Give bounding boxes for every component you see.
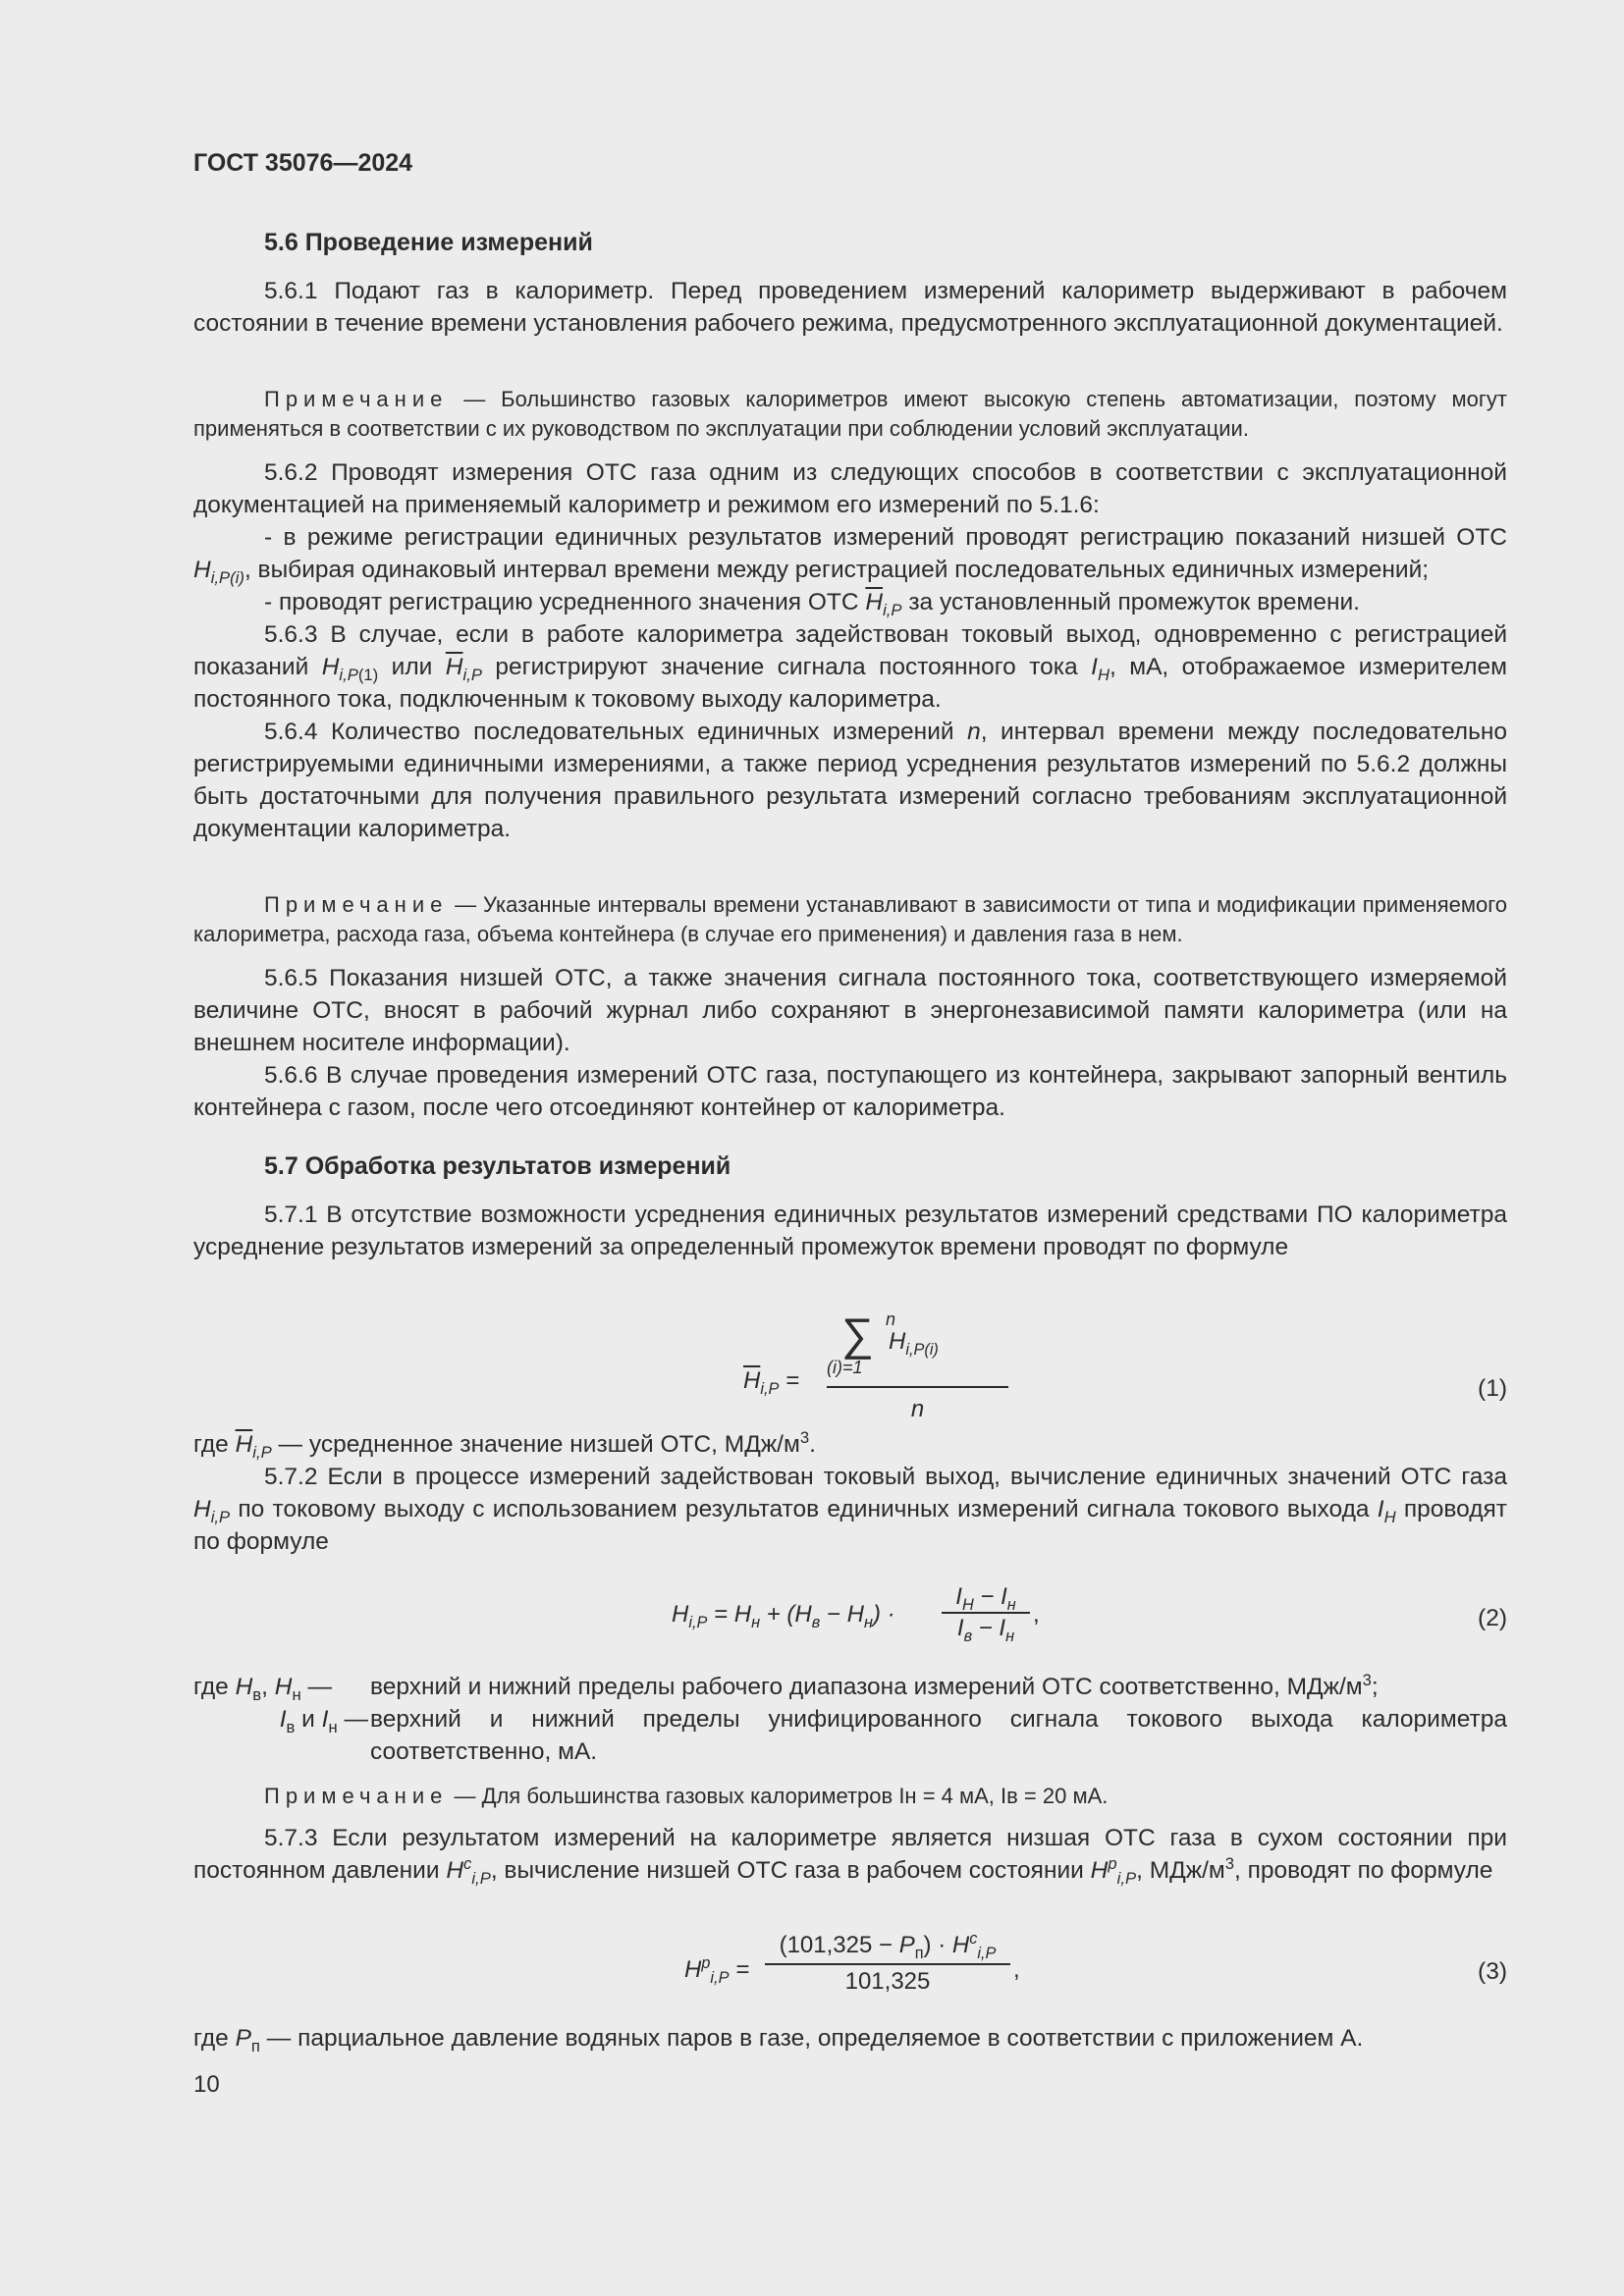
para-5-6-1-text: 5.6.1 Подают газ в калориметр. Перед проведением измерений калориметр выдерживают в рабочем состоянии в течение времени установления рабочего режима, предусмотренного эксплуатационной документацией. — [193, 278, 1507, 337]
equation-3-body: $H^p_{i,P}$ = — [684, 1954, 750, 1987]
note-2-text: — Указанные интервалы времени устанавливают в зависимости от типа и модификации применяемого калориметра, расхода газа, объема контейнера (в случае его применения) и давления газа в нем. — [193, 892, 1507, 946]
para-5-6-3-c: , мА, отображаемое измерителем постоянного тока, подключенным к токовому выходу калориметра. — [193, 654, 1508, 713]
note-1-text: — Большинство газовых калориметров имеют высокую степень автоматизации, поэтому могут применяться в соответствии с их руководством по эксплуатации при соблюдении условий эксплуатации. — [193, 387, 1507, 441]
note-3-text: — Для большинства газовых калориметров Iн = 4 мА, Iв = 20 мА. — [448, 1784, 1109, 1808]
para-5-6-2 — [193, 456, 1507, 845]
bullet-2-b: за установленный промежуток времени. — [901, 589, 1360, 615]
para-5-6-3-b: регистрируют значение сигнала постоянного тока — [481, 654, 1092, 680]
section-5-7-title: 5.7 Обработка результатов измерений — [264, 1152, 731, 1180]
where-4-text: — парциальное давление водяных паров в газе, определяемое в соответствии с приложением А. — [266, 2025, 1364, 2052]
para-5-7-3: 5.7.3 Если результатом измерений на калориметре является низшая ОТС газа в сухом состоянии при постоянном давлении $H^c_{i,P}$, вычисление низшей ОТС газа в рабочем состоянии $H^p_{i,P}$, МДж/$м^3$, проводят по формуле — [193, 1825, 1507, 1888]
note-1-label: Примечание — [264, 387, 449, 411]
para-5-7-2-b: по токовому выходу с использованием результатов единичных измерений сигнала токового выхода — [230, 1496, 1378, 1522]
para-5-6-6-text: 5.6.6 В случае проведения измерений ОТС газа, поступающего из контейнера, закрывают запорный вентиль контейнера с газом, после чего отсоединяют контейнер от калориметра. — [193, 1062, 1507, 1121]
para-5-7-2-c: проводят по формуле — [193, 1496, 1507, 1555]
para-5-7-3-d: , проводят по формуле — [1234, 1857, 1493, 1884]
equation-2-number: (2) — [1478, 1605, 1507, 1631]
section-5-6 — [193, 227, 1507, 259]
para-5-7-2: 5.7.2 Если в процессе измерений задействован токовый выход, вычисление единичных значений ОТС газа $H_{i,P}$ по токовому выходу с использованием результатов единичных измерений сигнала токового выхода $I_H$ проводят по формуле — [193, 1464, 1507, 1555]
note-3-label: Примечание — [264, 1784, 449, 1808]
where-4: где $P_п$ — парциальное давление водяных паров в газе, определяемое в соответствии с приложением А. — [193, 2025, 1364, 2056]
para-5-7-1-text: 5.7.1 В отсутствие возможности усреднения единичных результатов измерений средствами ПО калориметра усреднение результатов измерений за определенный промежуток времени проводят по формуле — [193, 1201, 1507, 1260]
bullet-1-a: - в режиме регистрации единичных результатов измерений проводят регистрацию показаний низшей ОТС — [264, 524, 1507, 551]
equation-1 — [193, 1298, 1507, 1425]
para-5-7-3-b: , вычисление низшей ОТС газа в рабочем состоянии — [490, 1857, 1091, 1884]
equation-2-body: $H_{i,P} = H_н + (H_в - H_н)$ · — [672, 1601, 895, 1631]
where-2-text: верхний и нижний пределы рабочего диапазона измерений ОТС соответственно, МДж/м — [370, 1674, 1363, 1700]
para-5-7-3-c: , МДж/м — [1136, 1857, 1225, 1884]
para-5-7-1 — [193, 1199, 1507, 1263]
para-5-6-5-text: 5.6.5 Показания низшей ОТС, а также значения сигнала постоянного тока, соответствующего измеряемой величине ОТС, вносят в рабочий журнал либо сохраняют в энергонезависимой памяти калориметра (или на внешнем носителе информации). — [193, 965, 1507, 1056]
where-2: где $H_в$, $H_н$ — верхний и нижний пределы рабочего диапазона измерений ОТС соответственно, МДж/$м^3$; $I_в$ и $I_н$ — верхний и нижний пределы унифицированного сигнала токового выхода калориметра соответственно, мА. — [193, 1671, 1507, 1768]
para-5-6-4-b: , интервал времени между последовательно регистрируемыми единичными измерениями, а также период усреднения результатов измерений по 5.6.2 должны быть достаточными для получения правильного результата измерений согласно требованиям эксплуатационной документации калориметра. — [193, 719, 1507, 842]
section-5-6-title: 5.6 Проведение измерений — [264, 229, 593, 256]
note-1 — [193, 385, 1507, 444]
para-5-6-3: 5.6.3 В случае, если в работе калориметра задействован токовый выход, одновременно с регистрацией показаний $H_{i,P(1)}$ или $\overline{H}_{i,P}$ регистрируют значение сигнала постоянного тока $I_H$, мА, отображаемое измерителем постоянного тока, подключенным к токовому выходу калориметра. — [193, 621, 1508, 713]
para-5-6-2-text: 5.6.2 Проводят измерения ОТС газа одним из следующих способов в соответствии с эксплуатационной документацией на применяемый калориметр и режимом его измерений по 5.1.6: — [193, 459, 1507, 518]
bullet-1-b: , выбирая одинаковый интервал времени между регистрацией последовательных единичных измерений; — [244, 557, 1430, 583]
note-2-label: Примечание — [264, 892, 449, 917]
equation-1-body: $\overline{H}_{i,P}$ = n ∑ $H_{i,P(i)}$ (i)=1 n — [743, 1298, 1156, 1425]
equation-3-number: (3) — [1478, 1958, 1507, 1985]
where-1-a: где — [193, 1431, 236, 1458]
note-3 — [193, 1782, 1507, 1811]
equation-2: $H_{i,P} = H_н + (H_в - H_н)$ · $I_Н - I_н$ $I_в - I_н$ , (2) — [672, 1583, 1507, 1645]
para-5-7-3-a: 5.7.3 Если результатом измерений на калориметре является низшая ОТС газа в сухом состоянии при постоянном давлении — [193, 1825, 1507, 1884]
para-5-6-3-a: 5.6.3 В случае, если в работе калориметра задействован токовый выход, одновременно с регистрацией показаний — [193, 621, 1507, 680]
para-5-6-4: 5.6.4 Количество последовательных единичных измерений n, интервал времени между последовательно регистрируемыми единичными измерениями, а также период усреднения результатов измерений по 5.6.2 должны быть достаточными для получения правильного результата измерений согласно требованиям эксплуатационной документации калориметра. — [193, 719, 1507, 842]
section-5-7 — [193, 1150, 1507, 1183]
where-1-b: — усредненное значение низшей ОТС, МДж/м — [271, 1431, 800, 1458]
equation-1-number: (1) — [1478, 1375, 1507, 1402]
para-5-6-4-a: 5.6.4 Количество последовательных единичных измерений — [264, 719, 968, 745]
bullet-1: - в режиме регистрации единичных результатов измерений проводят регистрацию показаний низшей ОТС $H_{i,P(i)}$, выбирая одинаковый интервал времени между регистрацией последовательных единичных измерений; — [193, 524, 1507, 587]
where-1: где $\overline{H}_{i,P}$ — усредненное значение низшей ОТС, МДж/$м^3$. 5.7.2 Если в процессе измерений задействован токовый выход, вычисление единичных значений ОТС газа $H_{i,P}$ по токовому выходу с использованием результатов единичных измерений сигнала токового выхода $I_H$ проводят по формуле — [193, 1428, 1507, 1558]
bullet-2: - проводят регистрацию усредненного значения ОТС $\overline{H}_{i,P}$ за установленный промежуток времени. — [264, 589, 1360, 619]
para-5-6-1 — [193, 275, 1507, 340]
document-header: ГОСТ 35076—2024 — [193, 149, 413, 177]
para-5-6-5 — [193, 962, 1507, 1124]
equation-3: $H^p_{i,P}$ = $(101,325 - P_п) \cdot H^c_{i,P}$ 101,325 , (3) — [684, 1930, 1507, 1995]
para-5-6-3-or: или — [378, 654, 446, 680]
note-2 — [193, 890, 1507, 949]
bullet-2-a: - проводят регистрацию усредненного значения ОТС — [264, 589, 866, 615]
para-5-7-2-a: 5.7.2 Если в процессе измерений задействован токовый выход, вычисление единичных значений ОТС газа — [264, 1464, 1507, 1490]
where-3-text: верхний и нижний пределы унифицированного сигнала токового выхода калориметра соответственно, мА. — [370, 1706, 1507, 1765]
page-number: 10 — [193, 2071, 220, 2098]
